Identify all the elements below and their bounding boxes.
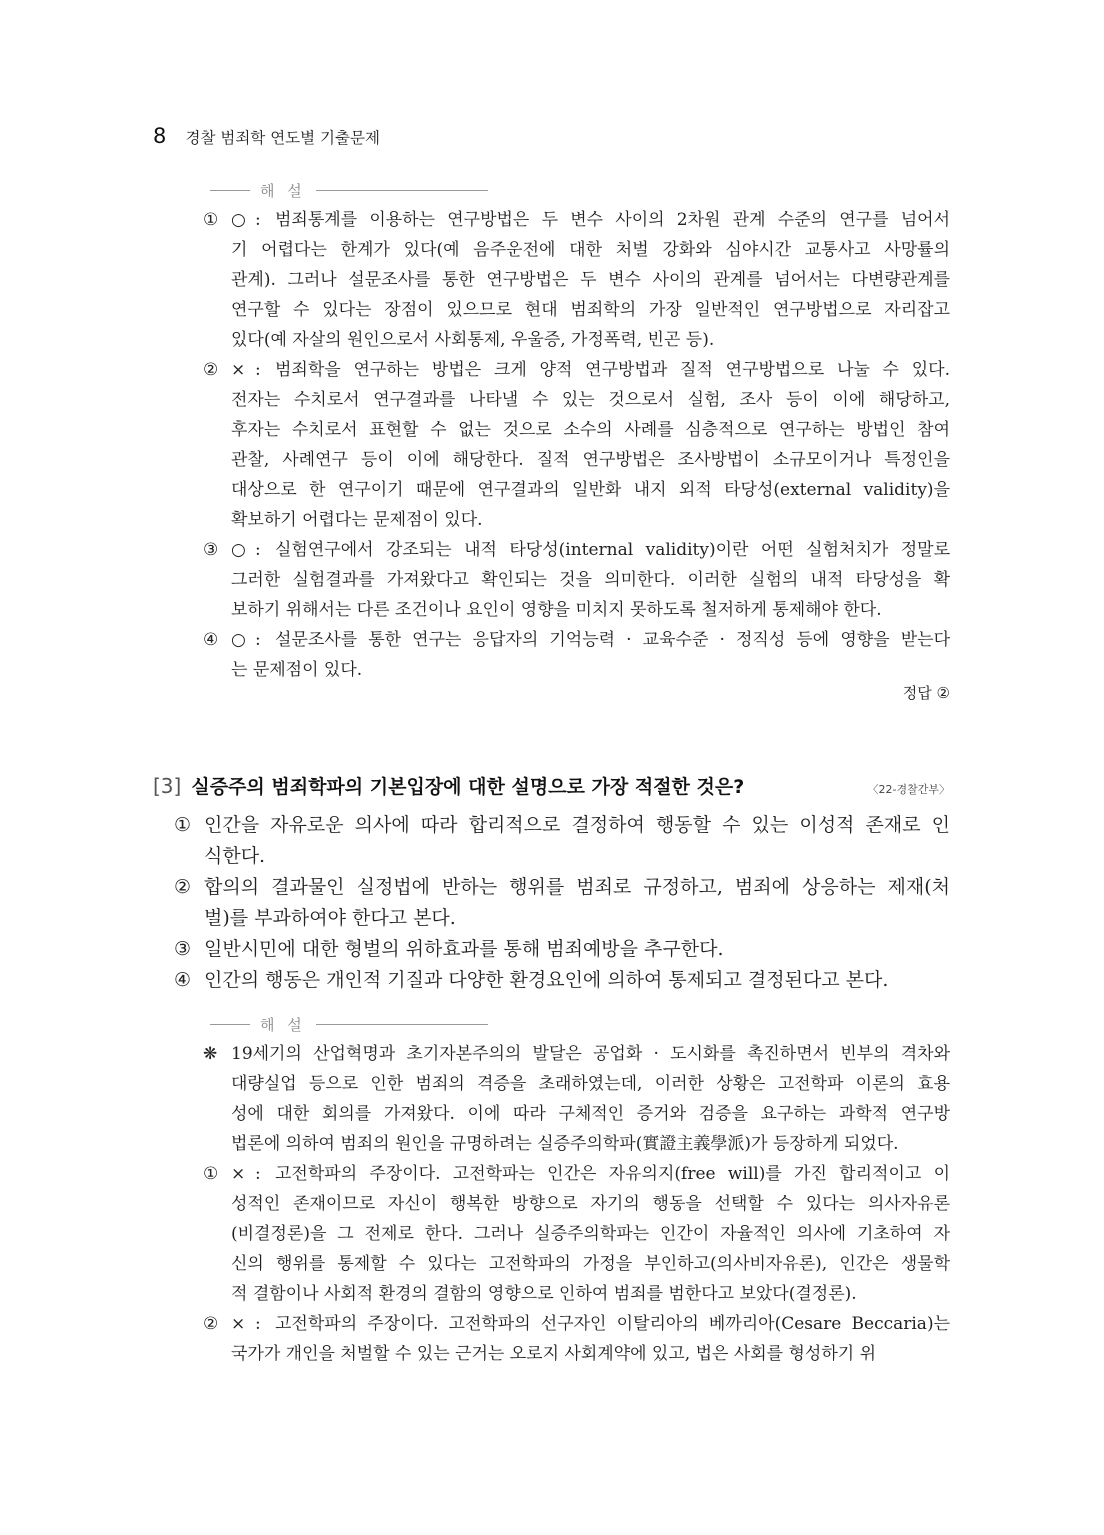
explanation-item: ① ○ : 범죄통계를 이용하는 연구방법은 두 변수 사이의 2차원 관계 수준의 연구를 넘어서 기 어렵다는 한계가 있다(예 음주운전에 대한 처벌 강화와 심야시간 교통사고 사망률의 관계). 그러나 설문조사를 통한 연구방법은 두 변수 사이의 관계를 넘어서는 다변량관계를 연구할 수 있다는 장점이 있으므로 현대 범죄학의 가장 일반적인 연구방법으로 자리잡고 있다(예 자살의 원인으로서 사회통제, 우울증, 가정폭력, 빈곤 등).: [203, 205, 950, 355]
text-line: 국가가 개인을 처벌할 수 있는 근거는 오로지 사회계약에 있고, 법은 사회를 형성하기 위: [231, 1344, 877, 1364]
text-line: 관계). 그러나 설문조사를 통한 연구방법은 두 변수 사이의 관계를 넘어서는 다변량관계를: [231, 270, 950, 290]
explanation-note: [203, 1039, 950, 1159]
text-line: 대량실업 등으로 인한 범죄의 격증을 초래하였는데, 이러한 상황은 고전학파 이론의 효용: [231, 1074, 950, 1094]
verdict-mark: ×: [231, 1164, 246, 1184]
text-line: 그러한 실험결과를 가져왔다고 확인되는 것을 의미한다. 이러한 실험의 내적 타당성을 확: [231, 570, 950, 590]
text-line: 대상으로 한 연구이기 때문에 연구결과의 일반화 내지 외적 타당성(external validity)을: [231, 480, 950, 500]
explanation-item: ① × : 고전학파의 주장이다. 고전학파는 인간은 자유의지(free will)를 가진 합리적이고 이 성적인 존재이므로 자신이 행복한 방향으로 자기의 행동을 선택할 수 있다는 의사자유론 (비결정론)을 그 전제로 한다. 그러나 실증주의학파는 인간이 자율적인 의사에 기초하여 자 신의 행위를 통제할 수 있다는 고전학파의 가정을 부인하고(의사비자유론), 인간은 생물학 적 결함이나 사회적 환경의 결함의 영향으로 인하여 범죄를 범한다고 보았다(결정론).: [203, 1159, 950, 1309]
text-line: 19세기의 산업혁명과 초기자본주의의 발달은 공업화 · 도시화를 촉진하면서 빈부의 격차와: [231, 1044, 950, 1064]
choice-text-line: 합의의 결과물인 실정법에 반하는 행위를 범죄로 규정하고, 범죄에 상응하는 제재(처: [204, 876, 950, 898]
text-line: 관찰, 사례연구 등이 이에 해당한다. 질적 연구방법은 조사방법이 소규모이거나 특정인을: [231, 450, 950, 470]
explanation-item: ④ ○ : 설문조사를 통한 연구는 응답자의 기억능력 · 교육수준 · 정직성 등에 영향을 받는다 는 문제점이 있다.: [203, 625, 950, 685]
item-number: ④: [203, 630, 219, 650]
text-line: 기 어렵다는 한계가 있다(예 음주운전에 대한 처벌 강화와 심야시간 교통사고 사망률의: [231, 240, 950, 260]
explanation-label: 해 설: [260, 182, 306, 200]
text-line: 고전학파의 주장이다. 고전학파의 선구자인 이탈리아의 베까리아(Cesare Beccaria)는: [275, 1314, 950, 1334]
text-line: (비결정론)을 그 전제로 한다. 그러나 실증주의학파는 인간이 자율적인 의사에 기초하여 자: [231, 1224, 950, 1244]
item-number: ②: [203, 1314, 219, 1334]
choice-list: [174, 810, 950, 996]
explanation-label: 해 설: [260, 1016, 306, 1034]
choice-number: ②: [174, 876, 192, 898]
choice-option: [174, 934, 950, 965]
text-line: 범죄통계를 이용하는 연구방법은 두 변수 사이의 2차원 관계 수준의 연구를 넘어서: [275, 210, 950, 230]
choice-text-line: 식한다.: [204, 845, 266, 867]
choice-text-line: 인간을 자유로운 의사에 따라 합리적으로 결정하여 행동할 수 있는 이성적 존재로 인: [204, 814, 950, 836]
note-mark: ❋: [203, 1044, 218, 1064]
text-line: 전자는 수치로서 연구결과를 나타낼 수 있는 것으로서 실험, 조사 등이 이에 해당하고,: [231, 390, 950, 410]
explanation-block-q3: [203, 1039, 950, 1369]
verdict-mark: ○: [231, 210, 246, 230]
text-line: 적 결함이나 사회적 환경의 결함의 영향으로 인하여 범죄를 범한다고 보았다(결정론).: [231, 1284, 857, 1304]
explanation-item: ② × : 범죄학을 연구하는 방법은 크게 양적 연구방법과 질적 연구방법으로 나눌 수 있다. 전자는 수치로서 연구결과를 나타낼 수 있는 것으로서 실험, 조사 등이 이에 해당하고, 후자는 수치로서 표현할 수 없는 것으로 소수의 사례를 심층적으로 연구하는 방법인 참여 관찰, 사례연구 등이 이에 해당한다. 질적 연구방법은 조사방법이 소규모이거나 특정인을 대상으로 한 연구이기 때문에 연구결과의 일반화 내지 외적 타당성(external validity)을 확보하기 어렵다는 문제점이 있다.: [203, 355, 950, 535]
explanation-block-q2: [203, 205, 950, 685]
question-number: [3]: [153, 774, 182, 798]
choice-option: [174, 872, 950, 934]
text-line: 설문조사를 통한 연구는 응답자의 기억능력 · 교육수준 · 정직성 등에 영향을 받는다: [275, 630, 950, 650]
text-line: 법론에 의하여 범죄의 원인을 규명하려는 실증주의학파(實證主義學派)가 등장하게 되었다.: [231, 1134, 899, 1154]
text-line: 실험연구에서 강조되는 내적 타당성(internal validity)이란 어떤 실험처치가 정말로: [275, 540, 950, 560]
explanation-divider: [210, 180, 488, 201]
book-title: 경찰 범죄학 연도별 기출문제: [185, 129, 380, 147]
item-number: ①: [203, 1164, 219, 1184]
explanation-divider: [210, 1014, 488, 1035]
choice-text-line: 일반시민에 대한 형벌의 위하효과를 통해 범죄예방을 추구한다.: [204, 938, 724, 960]
text-line: 신의 행위를 통제할 수 있다는 고전학파의 가정을 부인하고(의사비자유론), 인간은 생물학: [231, 1254, 950, 1274]
question-text: 실증주의 범죄학파의 기본입장에 대한 설명으로 가장 적절한 것은?: [191, 776, 745, 798]
verdict-mark: ○: [231, 540, 246, 560]
choice-text-line: 인간의 행동은 개인적 기질과 다양한 환경요인에 의하여 통제되고 결정된다고 본다.: [204, 969, 889, 991]
choice-text-line: 벌)를 부과하여야 한다고 본다.: [204, 907, 456, 929]
correct-answer: 정답 ②: [902, 684, 950, 702]
text-line: 범죄학을 연구하는 방법은 크게 양적 연구방법과 질적 연구방법으로 나눌 수 있다.: [275, 360, 950, 380]
choice-number: ④: [174, 969, 192, 991]
text-line: 성적인 존재이므로 자신이 행복한 방향으로 자기의 행동을 선택할 수 있다는 의사자유론: [231, 1194, 950, 1214]
explanation-item: ③ ○ : 실험연구에서 강조되는 내적 타당성(internal validity)이란 어떤 실험처치가 정말로 그러한 실험결과를 가져왔다고 확인되는 것을 의미한다. 이러한 실험의 내적 타당성을 확 보하기 위해서는 다른 조건이나 요인이 영향을 미치지 못하도록 철저하게 통제해야 한다.: [203, 535, 950, 625]
verdict-mark: ×: [231, 1314, 246, 1334]
choice-option: [174, 810, 950, 872]
choice-option: [174, 965, 950, 996]
text-line: 는 문제점이 있다.: [231, 660, 363, 680]
question-source: 〈22-경찰간부〉: [867, 783, 950, 796]
choice-number: ①: [174, 814, 192, 836]
text-line: 확보하기 어렵다는 문제점이 있다.: [231, 510, 483, 530]
text-line: 성에 대한 회의를 가져왔다. 이에 따라 구체적인 증거와 검증을 요구하는 과학적 연구방: [231, 1104, 950, 1124]
text-line: 연구할 수 있다는 장점이 있으므로 현대 범죄학의 가장 일반적인 연구방법으로 자리잡고: [231, 300, 950, 320]
text-line: 있다(예 자살의 원인으로서 사회통제, 우울증, 가정폭력, 빈곤 등).: [231, 330, 715, 350]
page-header: [153, 124, 380, 148]
page-number: 8: [153, 124, 167, 148]
item-number: ③: [203, 540, 219, 560]
question-3: [153, 772, 950, 799]
verdict-mark: ×: [231, 360, 246, 380]
verdict-mark: ○: [231, 630, 246, 650]
item-number: ①: [203, 210, 219, 230]
text-line: 고전학파의 주장이다. 고전학파는 인간은 자유의지(free will)를 가진 합리적이고 이: [275, 1164, 950, 1184]
text-line: 보하기 위해서는 다른 조건이나 요인이 영향을 미치지 못하도록 철저하게 통제해야 한다.: [231, 600, 882, 620]
explanation-item: ② × : 고전학파의 주장이다. 고전학파의 선구자인 이탈리아의 베까리아(Cesare Beccaria)는 국가가 개인을 처벌할 수 있는 근거는 오로지 사회계약에 있고, 법은 사회를 형성하기 위: [203, 1309, 950, 1369]
text-line: 후자는 수치로서 표현할 수 없는 것으로 소수의 사례를 심층적으로 연구하는 방법인 참여: [231, 420, 950, 440]
choice-number: ③: [174, 938, 192, 960]
item-number: ②: [203, 360, 219, 380]
